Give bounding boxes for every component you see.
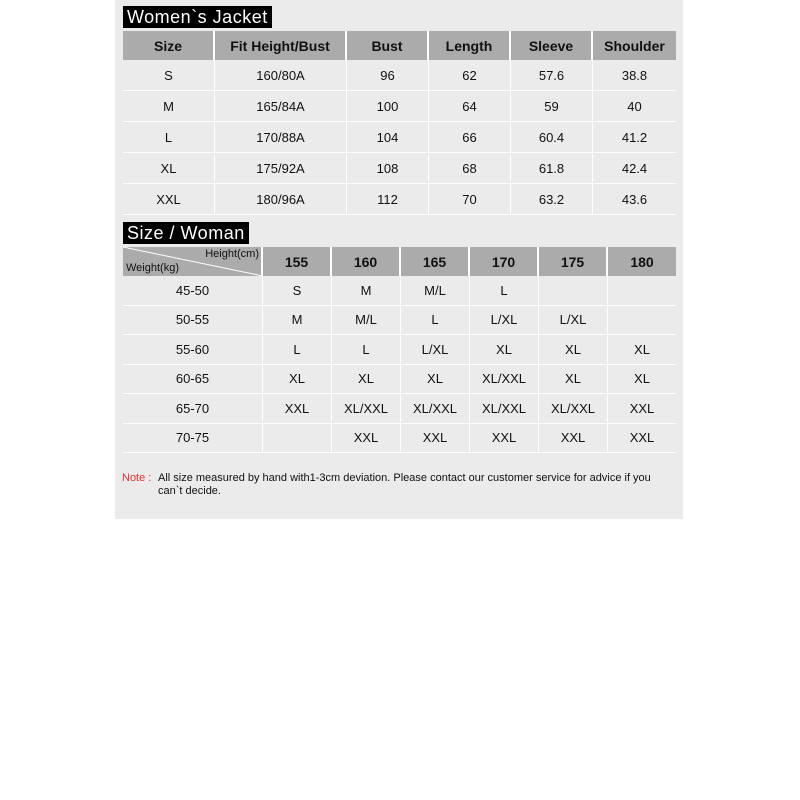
size-cell: XL — [470, 335, 539, 365]
size-cell: XL — [608, 365, 676, 395]
table-cell: 68 — [429, 153, 511, 184]
table-cell: 100 — [347, 91, 429, 122]
size-cell: XXL — [539, 424, 608, 454]
table-cell: 63.2 — [511, 184, 593, 215]
size-cell: XL/XXL — [470, 394, 539, 424]
size-cell — [608, 276, 676, 306]
table-cell: 108 — [347, 153, 429, 184]
table-cell: 61.8 — [511, 153, 593, 184]
table-row — [123, 276, 676, 306]
weight-cell: 65-70 — [123, 394, 263, 424]
size-cell: M — [263, 306, 332, 336]
height-header: 165 — [401, 247, 470, 276]
column-header: Shoulder — [593, 31, 676, 60]
note-text: All size measured by hand with1-3cm deviation. Please contact our customer service for advice if you can`t decide. — [158, 472, 651, 497]
table-row — [123, 335, 676, 365]
size-cell: XXL — [470, 424, 539, 454]
table-cell: 57.6 — [511, 60, 593, 91]
size-cell: XXL — [608, 394, 676, 424]
size-cell: L — [470, 276, 539, 306]
table-cell: 64 — [429, 91, 511, 122]
weight-cell: 55-60 — [123, 335, 263, 365]
table-cell: 40 — [593, 91, 676, 122]
table-row — [123, 394, 676, 424]
column-header: Sleeve — [511, 31, 593, 60]
table-row — [123, 153, 676, 184]
height-header: 175 — [539, 247, 608, 276]
table-cell: 170/88A — [215, 122, 347, 153]
column-header: Length — [429, 31, 511, 60]
height-header: 155 — [263, 247, 332, 276]
size-cell: XL — [332, 365, 401, 395]
size-cell — [608, 306, 676, 336]
weight-cell: 45-50 — [123, 276, 263, 306]
column-header: Size — [123, 31, 215, 60]
note-label: Note : — [122, 472, 152, 484]
size-cell: L/XL — [539, 306, 608, 336]
table-cell: 160/80A — [215, 60, 347, 91]
table-row — [123, 306, 676, 336]
size-cell: L/XL — [401, 335, 470, 365]
table-header-row — [123, 247, 676, 276]
table-row — [123, 365, 676, 395]
corner-header — [123, 247, 263, 276]
column-header: Fit Height/Bust — [215, 31, 347, 60]
jacket-title: Women`s Jacket — [123, 6, 272, 28]
table-cell: 38.8 — [593, 60, 676, 91]
table-cell: 59 — [511, 91, 593, 122]
size-cell: M/L — [401, 276, 470, 306]
table-row — [123, 122, 676, 153]
size-cell: M/L — [332, 306, 401, 336]
size-cell: XL/XXL — [332, 394, 401, 424]
size-cell: XXL — [608, 424, 676, 454]
table-cell: 42.4 — [593, 153, 676, 184]
table-cell: 43.6 — [593, 184, 676, 215]
table-cell: L — [123, 122, 215, 153]
table-cell: 62 — [429, 60, 511, 91]
size-cell: L/XL — [470, 306, 539, 336]
height-axis-label: Height(cm) — [205, 248, 259, 260]
size-cell: XXL — [401, 424, 470, 454]
size-cell: L — [263, 335, 332, 365]
weight-cell: 50-55 — [123, 306, 263, 336]
column-header: Bust — [347, 31, 429, 60]
table-row — [123, 184, 676, 215]
table-cell: M — [123, 91, 215, 122]
size-cell: XXL — [332, 424, 401, 454]
table-row — [123, 91, 676, 122]
size-cell: XL — [608, 335, 676, 365]
table-cell: 112 — [347, 184, 429, 215]
size-cell: XL — [539, 365, 608, 395]
size-cell: M — [332, 276, 401, 306]
size-cell — [539, 276, 608, 306]
table-cell: 165/84A — [215, 91, 347, 122]
size-cell: L — [332, 335, 401, 365]
weight-axis-label: Weight(kg) — [126, 262, 179, 274]
size-cell: L — [401, 306, 470, 336]
size-cell: XL/XXL — [401, 394, 470, 424]
size-woman-title: Size / Woman — [123, 222, 249, 244]
table-row — [123, 424, 676, 454]
size-cell: XL — [263, 365, 332, 395]
size-cell: XL/XXL — [539, 394, 608, 424]
size-cell: S — [263, 276, 332, 306]
weight-cell: 60-65 — [123, 365, 263, 395]
table-cell: 41.2 — [593, 122, 676, 153]
table-cell: 175/92A — [215, 153, 347, 184]
weight-cell: 70-75 — [123, 424, 263, 454]
table-cell: 104 — [347, 122, 429, 153]
table-cell: 60.4 — [511, 122, 593, 153]
height-header: 180 — [608, 247, 676, 276]
size-cell — [263, 424, 332, 454]
table-cell: 70 — [429, 184, 511, 215]
table-cell: S — [123, 60, 215, 91]
size-cell: XXL — [263, 394, 332, 424]
table-header-row — [123, 31, 676, 60]
jacket-size-table — [123, 31, 676, 215]
table-cell: 66 — [429, 122, 511, 153]
size-cell: XL/XXL — [470, 365, 539, 395]
table-row — [123, 60, 676, 91]
size-woman-table — [123, 247, 676, 453]
table-cell: XL — [123, 153, 215, 184]
table-cell: 180/96A — [215, 184, 347, 215]
table-cell: 96 — [347, 60, 429, 91]
height-header: 170 — [470, 247, 539, 276]
size-cell: XL — [401, 365, 470, 395]
table-cell: XXL — [123, 184, 215, 215]
height-header: 160 — [332, 247, 401, 276]
size-cell: XL — [539, 335, 608, 365]
